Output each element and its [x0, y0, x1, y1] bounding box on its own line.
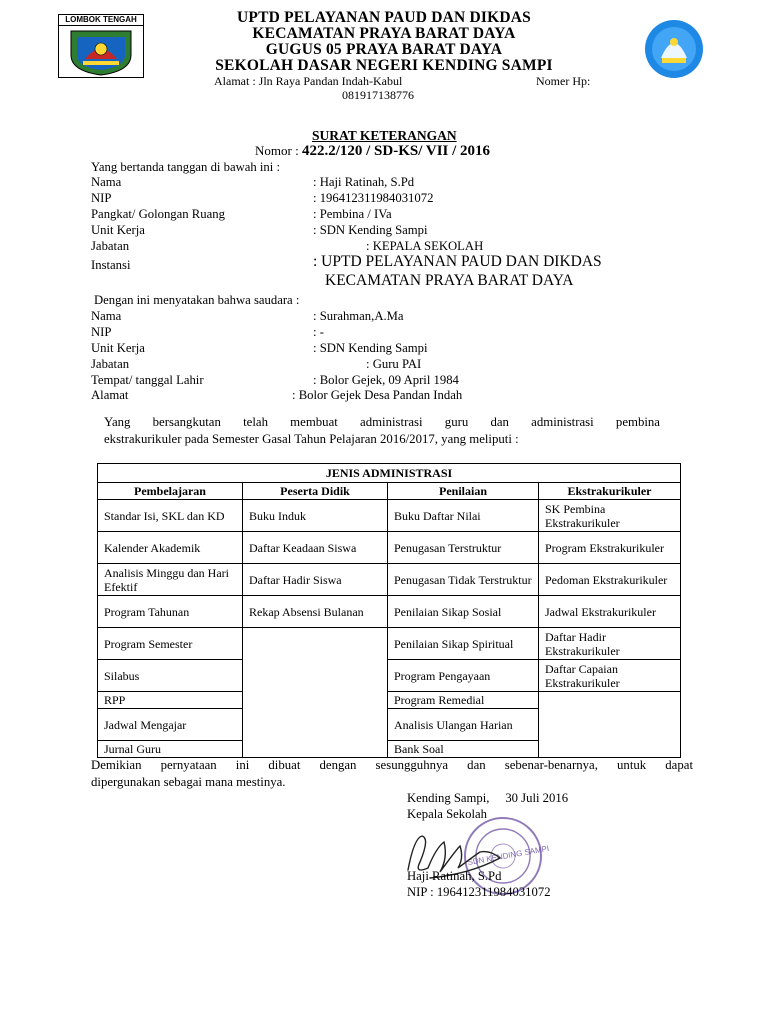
table-cell-empty	[243, 628, 388, 758]
subject-unit-label: Unit Kerja	[91, 341, 145, 355]
table-cell: Jadwal Mengajar	[98, 709, 243, 741]
signer-nip-value: : 196412311984031072	[313, 191, 434, 205]
signer-position-label: Jabatan	[91, 239, 130, 253]
column-header-penilaian: Penilaian	[388, 483, 539, 500]
phone-number: 081917138776	[342, 88, 414, 102]
table-row	[98, 628, 681, 660]
header-line-1: UPTD PELAYANAN PAUD DAN DIKDAS	[237, 9, 531, 26]
signer-name-value: : Haji Ratinah, S.Pd	[313, 175, 415, 189]
subject-nip-value: : -	[313, 325, 324, 339]
subject-position-label: Jabatan	[91, 357, 130, 371]
signer-rank-value: : Pembina / IVa	[313, 207, 392, 221]
table-cell: Penilaian Sikap Sosial	[388, 596, 539, 628]
table-cell: Program Ekstrakurikuler	[539, 532, 681, 564]
table-cell: Jadwal Ekstrakurikuler	[539, 596, 681, 628]
statement-line: Dengan ini menyatakan bahwa saudara :	[94, 293, 300, 307]
subject-unit-value: : SDN Kending Sampi	[313, 341, 428, 355]
subject-nip-label: NIP	[91, 325, 112, 339]
table-cell: Daftar Hadir Siswa	[243, 564, 388, 596]
table-cell: Pedoman Ekstrakurikuler	[539, 564, 681, 596]
school-address: Alamat : Jln Raya Pandan Indah-Kabul	[214, 74, 403, 88]
table-cell: Kalender Akademik	[98, 532, 243, 564]
signer-nip-label: NIP	[91, 191, 112, 205]
table-cell: Analisis Ulangan Harian	[388, 709, 539, 741]
body-paragraph	[104, 414, 660, 448]
subject-birth-label: Tempat/ tanggal Lahir	[91, 373, 204, 387]
body-line-2: ekstrakurikuler pada Semester Gasal Tahun Pelajaran 2016/2017, yang meliputi :	[104, 432, 519, 446]
closing-line-1: Demikian pernyataan ini dibuat dengan sesungguhnya dan sebenar-benarnya, untuk dapat	[91, 758, 693, 772]
closing-line-2: dipergunakan sebagai mana mestinya.	[91, 775, 286, 789]
table-row	[98, 532, 681, 564]
signer-full-name: Haji Ratinah, S.Pd	[407, 869, 502, 883]
table-cell-empty	[539, 692, 681, 758]
table-row	[98, 660, 681, 692]
column-header-ekstrakurikuler: Ekstrakurikuler	[539, 483, 681, 500]
table-cell: Program Pengayaan	[388, 660, 539, 692]
header-line-2: KECAMATAN PRAYA BARAT DAYA	[252, 25, 516, 42]
table-cell: Buku Daftar Nilai	[388, 500, 539, 532]
table-cell: RPP	[98, 692, 243, 709]
table-row	[98, 500, 681, 532]
table-cell: Daftar Capaian Ekstrakurikuler	[539, 660, 681, 692]
subject-address-value: : Bolor Gejek Desa Pandan Indah	[292, 388, 463, 402]
table-cell: Penilaian Sikap Spiritual	[388, 628, 539, 660]
signer-position-value: : KEPALA SEKOLAH	[366, 239, 484, 253]
table-cell: Program Semester	[98, 628, 243, 660]
signer-unit-value: : SDN Kending Sampi	[313, 223, 428, 237]
body-line-1: Yang bersangkutan telah membuat administrasi guru dan administrasi pembina	[104, 415, 660, 429]
column-header-pembelajaran: Pembelajaran	[98, 483, 243, 500]
table-cell: Buku Induk	[243, 500, 388, 532]
closing-paragraph	[91, 757, 693, 791]
header-line-3: GUGUS 05 PRAYA BARAT DAYA	[265, 41, 503, 58]
signer-unit-label: Unit Kerja	[91, 223, 145, 237]
administration-table	[97, 463, 681, 758]
letter-title: SURAT KETERANGAN	[312, 128, 457, 143]
table-cell: Daftar Keadaan Siswa	[243, 532, 388, 564]
table-row	[98, 692, 681, 709]
table-cell: Daftar Hadir Ekstrakurikuler	[539, 628, 681, 660]
place-date: Kending Sampi, 30 Juli 2016	[407, 791, 569, 805]
signer-agency-label: Instansi	[91, 258, 131, 272]
signer-name-label: Nama	[91, 175, 122, 189]
table-row	[98, 596, 681, 628]
header-line-4: SEKOLAH DASAR NEGERI KENDING SAMPI	[215, 57, 553, 74]
table-cell: Rekap Absensi Bulanan	[243, 596, 388, 628]
table-row	[98, 564, 681, 596]
table-cell: SK Pembina Ekstrakurikuler	[539, 500, 681, 532]
phone-label: Nomer Hp:	[536, 74, 591, 88]
table-cell: Bank Soal	[388, 741, 539, 758]
table-cell: Penugasan Tidak Terstruktur	[388, 564, 539, 596]
subject-address-label: Alamat	[91, 388, 129, 402]
letter-number-label: Nomor :	[255, 143, 299, 158]
table-cell: Analisis Minggu dan Hari Efektif	[98, 564, 243, 596]
letter-number	[255, 143, 490, 160]
subject-birth-value: : Bolor Gejek, 09 April 1984	[313, 373, 459, 387]
intro-line: Yang bertanda tanggan di bawah ini :	[91, 160, 280, 174]
table-cell: Program Tahunan	[98, 596, 243, 628]
letter-number-value: 422.2/120 / SD-KS/ VII / 2016	[301, 143, 491, 159]
column-header-peserta-didik: Peserta Didik	[243, 483, 388, 500]
signer-nip-footer: NIP : 196412311984031072	[407, 885, 551, 899]
subject-position-value: : Guru PAI	[366, 357, 422, 371]
signer-position-title: Kepala Sekolah	[407, 807, 487, 821]
signer-agency-line2: KECAMATAN PRAYA BARAT DAYA	[325, 272, 574, 289]
table-cell: Jurnal Guru	[98, 741, 243, 758]
regency-logo-label: LOMBOK TENGAH	[59, 15, 143, 26]
table-cell: Standar Isi, SKL dan KD	[98, 500, 243, 532]
subject-name-label: Nama	[91, 309, 122, 323]
signer-rank-label: Pangkat/ Golongan Ruang	[91, 207, 225, 221]
table-title: JENIS ADMINISTRASI	[98, 464, 681, 483]
subject-name-value: : Surahman,A.Ma	[313, 309, 404, 323]
signer-agency-value: : UPTD PELAYANAN PAUD DAN DIKDAS	[313, 253, 602, 270]
stamp-label: SDN KENDING SAMPI	[466, 843, 550, 868]
table-cell: Penugasan Terstruktur	[388, 532, 539, 564]
table-cell: Program Remedial	[388, 692, 539, 709]
table-cell: Silabus	[98, 660, 243, 692]
